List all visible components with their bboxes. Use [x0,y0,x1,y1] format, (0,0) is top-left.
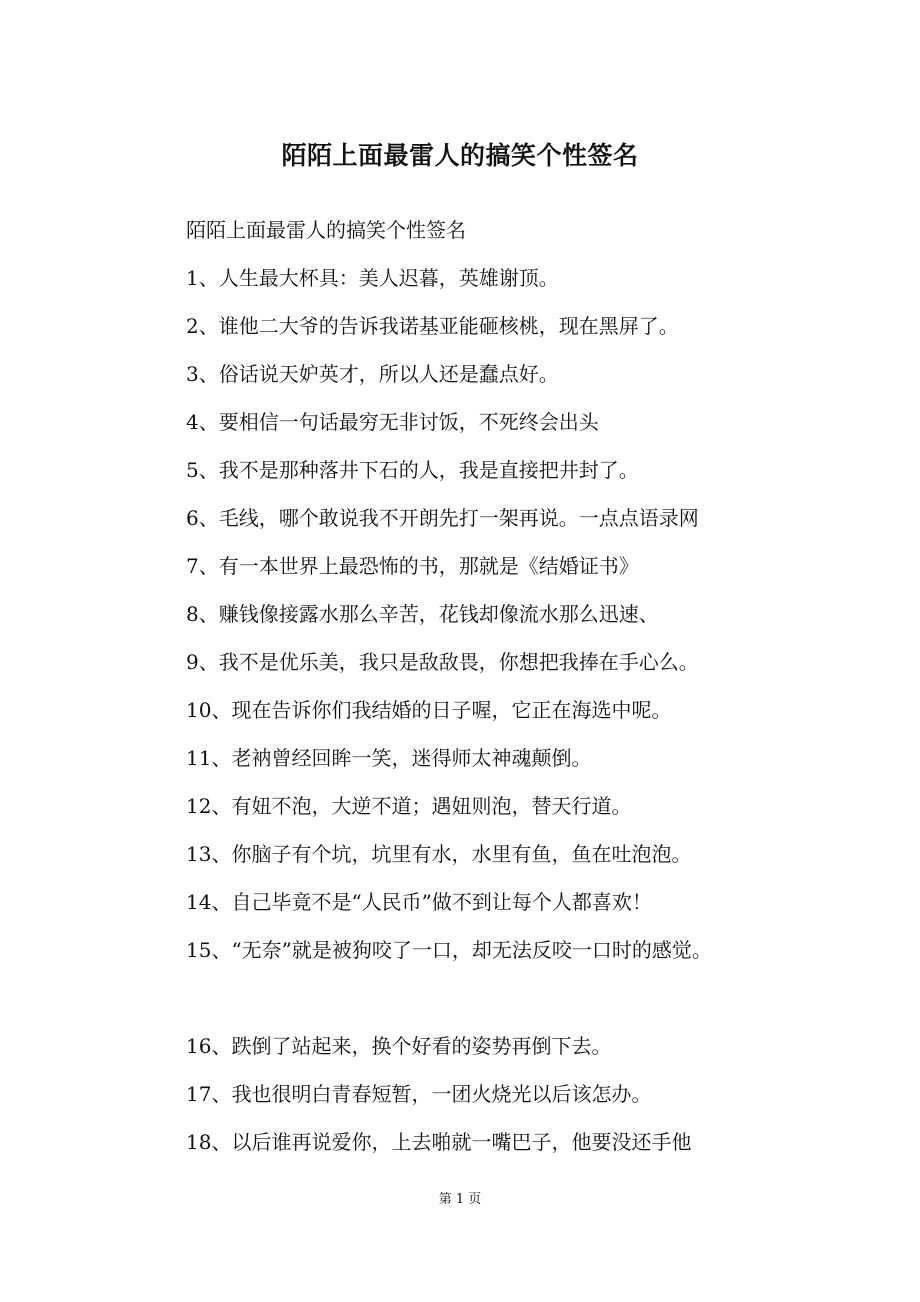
list-item: 15、“无奈”就是被狗咬了一口，却无法反咬一口时的感觉。 [186,938,712,962]
list-item: 13、你脑子有个坑，坑里有水，水里有鱼，鱼在吐泡泡。 [186,842,692,866]
paragraph-gap [186,974,886,1022]
list-item: 18、以后谁再说爱你，上去啪就一嘴巴子，他要没还手他 [186,1130,692,1154]
list-item: 12、有妞不泡，大逆不道；遇妞则泡，替天行道。 [186,794,632,818]
intro-line: 陌陌上面最雷人的搞笑个性签名 [186,218,466,242]
document-title: 陌陌上面最雷人的搞笑个性签名 [281,141,639,170]
list-item: 7、有一本世界上最恐怖的书，那就是《结婚证书》 [186,554,639,578]
list-item: 2、谁他二大爷的告诉我诺基亚能砸核桃，现在黑屏了。 [186,314,679,338]
list-item: 3、俗话说天妒英才，所以人还是蠢点好。 [186,362,559,386]
list-item: 11、老衲曾经回眸一笑，迷得师太神魂颠倒。 [186,746,592,770]
list-item: 5、我不是那种落井下石的人，我是直接把井封了。 [186,458,639,482]
list-item: 14、自己毕竟不是“人民币”做不到让每个人都喜欢！ [186,890,652,914]
list-item: 16、跌倒了站起来，换个好看的姿势再倒下去。 [186,1034,612,1058]
document-body [186,206,886,1166]
list-item: 10、现在告诉你们我结婚的日子喔，它正在海选中呢。 [186,698,672,722]
list-item: 8、赚钱像接露水那么辛苦，花钱却像流水那么迅速、 [186,602,659,626]
list-item: 4、要相信一句话最穷无非讨饭，不死终会出头 [186,410,599,434]
list-item: 9、我不是优乐美，我只是敌敌畏，你想把我捧在手心么。 [186,650,699,674]
list-item: 6、毛线，哪个敢说我不开朗先打一架再说。一点点语录网 [186,506,699,530]
list-item: 1、人生最大杯具：美人迟暮，英雄谢顶。 [186,266,559,290]
list-item: 17、我也很明白青春短暂，一团火烧光以后该怎办。 [186,1082,652,1106]
page-number: 第 1 页 [438,1192,482,1207]
